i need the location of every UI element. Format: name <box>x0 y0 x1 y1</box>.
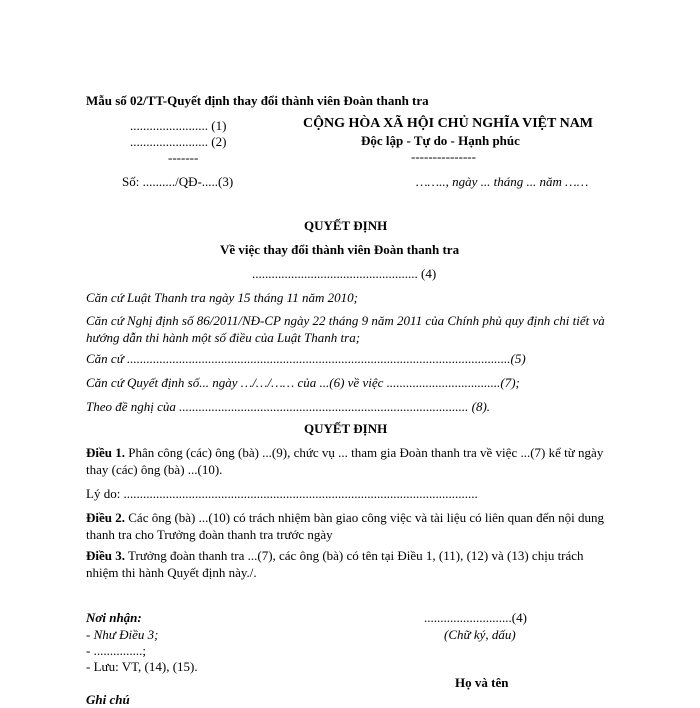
article-2-label: Điều 2. <box>86 510 125 525</box>
legal-basis-3: Căn cứ ......................................................................................................................(5) <box>86 351 526 366</box>
issuer-line: ................................................... (4) <box>252 266 437 281</box>
legal-basis-4: Căn cứ Quyết định số... ngày …/…/…… của ...(6) về việc ...................................(7); <box>86 375 520 390</box>
agency-superior-line: ........................ (1) <box>130 118 227 133</box>
national-motto: Độc lập - Tự do - Hạnh phúc <box>361 133 520 148</box>
notes-heading: Ghi chú <box>86 692 130 707</box>
form-title: Mẫu số 02/TT-Quyết định thay đổi thành viên Đoàn thanh tra <box>86 93 429 108</box>
recipient-item: - Lưu: VT, (14), (15). <box>86 659 198 674</box>
agency-line: ........................ (2) <box>130 134 227 149</box>
recipient-item: - ...............; <box>86 643 146 658</box>
signature-note: (Chữ ký, dấu) <box>444 627 516 642</box>
article-3-text: Trưởng đoàn thanh tra ...(7), các ông (bà) có tên tại Điều 1, (11), (12) và (13) chịu trách nhiệm thi hành Quyết định này./. <box>86 548 584 580</box>
article-3 <box>86 547 616 581</box>
place-date-line: …….., ngày ... tháng ... năm …… <box>416 174 589 189</box>
country-name: CỘNG HÒA XÃ HỘI CHỦ NGHĨA VIỆT NAM <box>303 116 594 131</box>
article-1 <box>86 444 616 478</box>
article-2-text: Các ông (bà) ...(10) có trách nhiệm bàn giao công việc và tài liệu có liên quan đến nội dung thanh tra cho Trưởng đoàn thanh tra trước ngày <box>86 510 605 542</box>
signer-name: Họ và tên <box>455 675 509 690</box>
document-number: Số: ........../QĐ-.....(3) <box>122 174 234 189</box>
legal-basis-2: Căn cứ Nghị định số 86/2011/NĐ-CP ngày 22 tháng 9 năm 2011 của Chính phủ quy định chi tiết và hướng dẫn thi hành một số điều của Luật Thanh tra; <box>86 313 605 345</box>
proposal-line: Theo đề nghị của ......................................................................................... (8). <box>86 399 491 414</box>
decides-heading: QUYẾT ĐỊNH <box>304 421 388 436</box>
signer-title-line: ...........................(4) <box>424 610 527 625</box>
recipient-item: - Như Điều 3; <box>86 627 159 642</box>
right-separator: --------------- <box>411 149 476 164</box>
article-2 <box>86 509 616 543</box>
recipients-heading: Nơi nhận: <box>86 610 142 625</box>
decision-subject: Về việc thay đổi thành viên Đoàn thanh tra <box>220 242 460 257</box>
left-separator: ------- <box>168 150 199 165</box>
article-1-text: Phân công (các) ông (bà) ...(9), chức vụ ... tham gia Đoàn thanh tra về việc ...(7) kể từ ngày thay (các) ông (bà) ...(10). <box>86 445 604 477</box>
reason-line: Lý do: ............................................................................................................. <box>86 486 478 501</box>
legal-basis-1: Căn cứ Luật Thanh tra ngày 15 tháng 11 năm 2010; <box>86 290 358 305</box>
article-3-label: Điều 3. <box>86 548 125 563</box>
decision-title: QUYẾT ĐỊNH <box>304 218 388 233</box>
article-1-label: Điều 1. <box>86 445 125 460</box>
